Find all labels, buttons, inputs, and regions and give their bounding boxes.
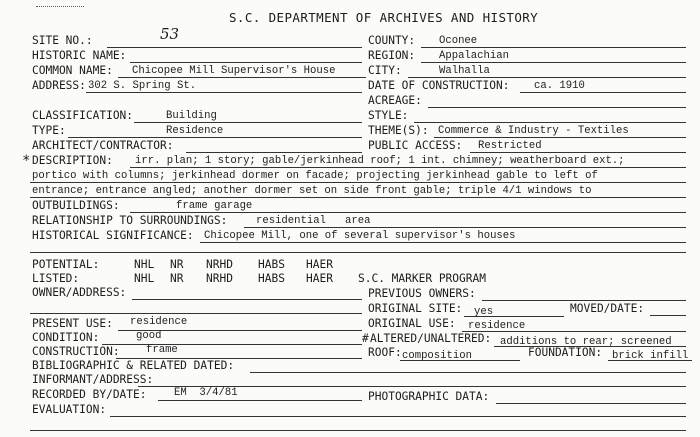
acreage-line [428, 107, 686, 108]
previous-owners-line [482, 300, 686, 301]
roof-label: ROOF: [368, 346, 402, 359]
outbuildings-label: OUTBUILDINGS: [32, 199, 120, 212]
architect-label: ARCHITECT/CONTRACTOR: [32, 139, 174, 152]
themes-line [434, 137, 686, 138]
region-label: REGION: [368, 49, 416, 62]
common-name-value: Chicopee Mill Supervisor's House [132, 65, 336, 77]
evaluation-label: EVALUATION: [32, 403, 107, 416]
original-use-line [462, 331, 686, 332]
historic-name-label: HISTORIC NAME: [32, 49, 127, 62]
county-label: COUNTY: [368, 34, 416, 47]
date-construction-value: ca. 1910 [534, 80, 585, 92]
site-no-label: SITE NO.: [32, 34, 93, 47]
listed-label: LISTED: [32, 272, 80, 285]
original-site-value: yes [474, 306, 494, 318]
description-rule-3 [30, 197, 686, 198]
common-name-line [118, 77, 366, 78]
relationship-line [244, 227, 686, 228]
significance-line [200, 242, 686, 243]
common-name-label: COMMON NAME: [32, 64, 113, 77]
site-no-value: 53 [160, 25, 180, 43]
description-line-2: portico with columns; jerkinhead dormer on facade; projecting jerkinhead gable to left of [32, 170, 598, 182]
outbuildings-line [130, 212, 686, 213]
public-access-line [470, 152, 686, 153]
relationship-value: residential area [256, 215, 371, 227]
address-line [86, 92, 362, 93]
present-use-label: PRESENT USE: [32, 317, 113, 330]
roof-line [400, 360, 520, 361]
city-label: CITY: [368, 64, 402, 77]
owner-address-line-2 [30, 313, 362, 314]
themes-label: THEME(S): [368, 124, 429, 137]
significance-value: Chicopee Mill, one of several supervisor's houses [204, 230, 516, 242]
acreage-label: ACREAGE: [368, 94, 422, 107]
condition-label: CONDITION: [32, 331, 100, 344]
potential-label: POTENTIAL: [32, 258, 100, 271]
site-no-line [107, 47, 362, 48]
previous-owners-label: PREVIOUS OWNERS: [368, 287, 476, 300]
recorded-value: EM 3/4/81 [174, 387, 238, 399]
potential-code-nrhd: NRHD [206, 258, 233, 271]
original-use-label: ORIGINAL USE: [368, 317, 456, 330]
evaluation-line [110, 416, 686, 417]
city-value: Walhalla [439, 65, 490, 77]
date-construction-line [520, 92, 686, 93]
recorded-line [158, 400, 362, 401]
potential-code-nhl: NHL [134, 258, 155, 271]
listed-code-nhl: NHL [134, 272, 155, 285]
significance-line-2 [30, 252, 686, 253]
altered-label: ALTERED/UNALTERED: [370, 332, 492, 345]
owner-address-label: OWNER/ADDRESS: [32, 286, 127, 299]
original-site-label: ORIGINAL SITE: [368, 302, 463, 315]
style-label: STYLE: [368, 109, 409, 122]
themes-value: Commerce & Industry - Textiles [438, 125, 629, 137]
construction-value: frame [146, 344, 178, 356]
marker-program-label: S.C. MARKER PROGRAM [358, 272, 486, 285]
type-label: TYPE: [32, 124, 66, 137]
original-use-value: residence [468, 320, 526, 332]
condition-value: good [136, 330, 162, 342]
listed-code-habs: HABS [258, 272, 285, 285]
historic-name-line [130, 62, 362, 63]
county-value: Oconee [439, 35, 478, 47]
description-label: DESCRIPTION: [32, 154, 113, 167]
description-rule-2 [30, 182, 686, 183]
photographic-line [496, 403, 686, 404]
type-line [68, 137, 362, 138]
public-access-label: PUBLIC ACCESS: [368, 139, 463, 152]
bibliographic-label: BIBLIOGRAPHIC & RELATED DATED: [32, 359, 235, 372]
style-line [414, 122, 686, 123]
foundation-line [608, 360, 692, 361]
address-value: 302 S. Spring St. [88, 80, 197, 92]
outbuildings-value: frame garage [176, 200, 253, 212]
description-line-1: irr. plan; 1 story; gable/jerkinhead roof; 1 int. chimney; weatherboard ext.; [135, 155, 625, 167]
description-marker: * [22, 153, 31, 169]
potential-code-habs: HABS [258, 258, 285, 271]
fold-mark-top [36, 6, 84, 7]
description-rule-1 [130, 167, 686, 168]
foundation-label: FOUNDATION: [528, 346, 603, 359]
roof-value: composition [402, 350, 472, 362]
recorded-label: RECORDED BY/DATE: [32, 388, 147, 401]
potential-code-haer: HAER [306, 258, 333, 271]
potential-code-nr: NR [170, 258, 184, 271]
evaluation-line-2 [30, 430, 686, 431]
altered-value: additions to rear; screened [500, 336, 672, 348]
type-value: Residence [166, 125, 224, 137]
region-line [421, 62, 686, 63]
classification-value: Building [166, 110, 217, 122]
county-line [421, 47, 686, 48]
altered-marker: # [362, 332, 369, 345]
original-site-line [464, 316, 564, 317]
significance-label: HISTORICAL SIGNIFICANCE: [32, 229, 194, 242]
listed-code-nrhd: NRHD [206, 272, 233, 285]
page-title: S.C. DEPARTMENT OF ARCHIVES AND HISTORY [229, 10, 539, 25]
description-line-3: entrance; entrance angled; another dormer set on side front gable; triple 4/1 windows to [32, 185, 592, 197]
construction-label: CONSTRUCTION: [32, 345, 120, 358]
relationship-label: RELATIONSHIP TO SURROUNDINGS: [32, 214, 228, 227]
photographic-label: PHOTOGRAPHIC DATA: [368, 390, 490, 403]
classification-label: CLASSIFICATION: [32, 109, 134, 122]
foundation-value: brick infill [612, 350, 689, 362]
listed-code-haer: HAER [306, 272, 333, 285]
architect-line [186, 152, 362, 153]
moved-date-label: MOVED/DATE: [570, 302, 645, 315]
moved-date-line [650, 315, 686, 316]
public-access-value: Restricted [478, 140, 542, 152]
city-line [408, 77, 686, 78]
region-value: Appalachian [439, 50, 509, 62]
bibliographic-line [250, 372, 686, 373]
informant-label: INFORMANT/ADDRESS: [32, 373, 154, 386]
classification-line [134, 122, 362, 123]
address-label: ADDRESS: [32, 79, 86, 92]
date-construction-label: DATE OF CONSTRUCTION: [368, 79, 510, 92]
listed-code-nr: NR [170, 272, 184, 285]
present-use-value: residence [130, 316, 188, 328]
condition-line [102, 344, 362, 345]
owner-address-line [132, 299, 362, 300]
